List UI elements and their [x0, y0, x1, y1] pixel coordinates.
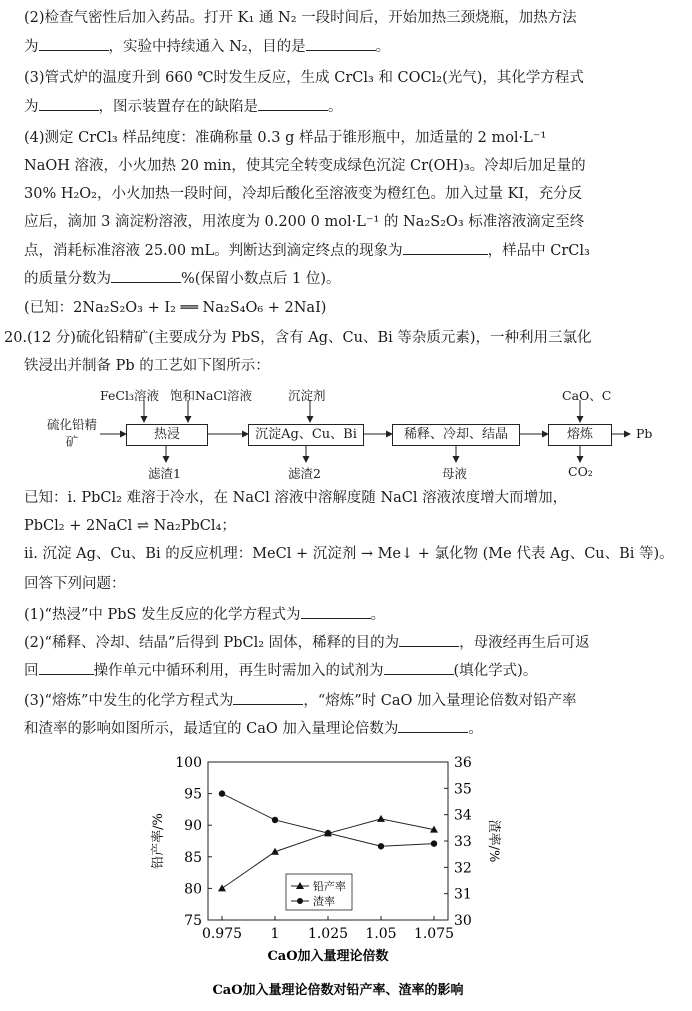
answer-blank[interactable] — [39, 96, 99, 111]
text-fragment: ，母液经再生后可返 — [459, 635, 590, 651]
x-tick-label: 1.05 — [365, 926, 397, 942]
right-axis-label: 渣率/% — [486, 819, 501, 863]
known-3: ii. 沉淀 Ag、Cu、Bi 的反应机理：MeCl + 沉淀剂 → Me↓ + 氯化物 (Me 代表 Ag、Cu、Bi 等)。 — [24, 546, 674, 562]
right-tick-label: 30 — [454, 913, 472, 929]
left-tick-label: 80 — [184, 881, 202, 898]
right-tick-label: 36 — [454, 755, 472, 771]
text-fragment: 为 — [24, 39, 39, 55]
x-tick-label: 1.075 — [413, 926, 455, 942]
text-fragment: 点，消耗标准溶液 25.00 mL。判断达到滴定终点的现象为 — [24, 243, 403, 259]
text-fragment: 。 — [328, 99, 343, 115]
series-line-slag-rate — [222, 794, 434, 847]
x-tick-label: 0.975 — [201, 926, 243, 942]
left-tick-label: 95 — [184, 786, 202, 803]
question-3-line-1: (3)管式炉的温度升到 660 ℃时发生反应，生成 CrCl₃ 和 COCl₂(光气)，其化学方程式 — [24, 70, 584, 86]
sub-question-2-line-2 — [24, 660, 672, 681]
answer-blank[interactable] — [306, 36, 376, 51]
reagent-cao-c: CaO、C — [562, 388, 612, 403]
process-flow-diagram — [40, 386, 670, 482]
question-4-line-6 — [24, 268, 672, 289]
answer-blank[interactable] — [258, 96, 328, 111]
slag-rate-point — [272, 817, 278, 823]
left-tick-label: 100 — [175, 755, 202, 771]
sub-question-1 — [24, 604, 672, 625]
question-4-line-1: (4)测定 CrCl₃ 样品纯度：准确称量 0.3 g 样品于锥形瓶中，加适量的 2 mol·L⁻¹ — [24, 130, 547, 146]
question-2-line-2 — [24, 36, 672, 57]
answer-blank[interactable] — [384, 660, 454, 675]
text-fragment: (2)“稀释、冷却、结晶”后得到 PbCl₂ 固体，稀释的目的为 — [24, 635, 400, 651]
question-4-line-4: 应后，滴加 3 滴淀粉溶液，用浓度为 0.200 0 mol·L⁻¹ 的 Na₂S₂O₃ 标准溶液滴定至终 — [24, 214, 585, 230]
text-fragment: 操作单元中循环利用，再生时需加入的试剂为 — [93, 663, 384, 679]
slag-rate-point — [431, 840, 437, 846]
answer-blank[interactable] — [39, 36, 109, 51]
answer-blank[interactable] — [39, 660, 94, 675]
text-fragment: 为 — [24, 99, 39, 115]
dual-axis-line-chart — [150, 752, 530, 1007]
right-tick-label: 34 — [454, 807, 472, 824]
chart-title: CaO加入量理论倍数对铅产率、渣率的影响 — [212, 983, 464, 998]
step-smelt: 熔炼 — [548, 424, 612, 446]
answer-intro: 回答下列问题： — [24, 576, 126, 592]
reagent-nacl: 饱和NaCl溶液 — [170, 388, 252, 403]
slag-rate-point — [378, 843, 384, 849]
legend-circle-marker — [297, 898, 303, 904]
question-4-line-3: 30% H₂O₂，小火加热一段时间，冷却后酸化至溶液变为橙红色。加入过量 KI，充分反 — [24, 186, 583, 202]
reagent-fecl3: FeCl₃溶液 — [100, 388, 159, 403]
sub-question-3-line-1 — [24, 690, 672, 711]
left-tick-label: 85 — [184, 849, 202, 866]
sub-question-3-line-2 — [24, 718, 672, 739]
ore-label: 硫化铅精矿 — [46, 417, 97, 449]
lead-yield-point — [377, 815, 385, 822]
question-20-line-1: 20.(12 分)硫化铅精矿(主要成分为 PbS，含有 Ag、Cu、Bi 等杂质元素)，一种利用三氯化 — [4, 330, 592, 346]
product-pb: Pb — [636, 426, 653, 441]
text-fragment: (1)“热浸”中 PbS 发生反应的化学方程式为 — [24, 607, 301, 623]
text-fragment: 。 — [375, 39, 391, 55]
legend-label: 渣率 — [313, 895, 335, 908]
answer-blank[interactable] — [233, 690, 303, 705]
question-3-line-2 — [24, 96, 672, 117]
x-tick-label: 1.025 — [307, 926, 349, 942]
text-fragment: 。 — [468, 721, 483, 737]
text-fragment: ，图示装置存在的缺陷是 — [98, 99, 258, 115]
right-tick-label: 32 — [454, 860, 472, 877]
answer-blank[interactable] — [398, 718, 468, 733]
question-4-line-2: NaOH 溶液，小火加热 20 min，使其完全转变成绿色沉淀 Cr(OH)₃。冷却后加足量的 — [24, 158, 586, 174]
answer-blank[interactable] — [403, 240, 488, 255]
text-fragment: (3)“熔炼”中发生的化学方程式为 — [24, 693, 234, 709]
answer-blank[interactable] — [111, 268, 181, 283]
reagent-precipitant: 沉淀剂 — [288, 388, 326, 403]
residue-1: 滤渣1 — [148, 466, 181, 481]
right-tick-label: 31 — [454, 886, 472, 903]
text-fragment: ，“熔炼”时 CaO 加入量理论倍数对铅产率 — [303, 693, 577, 709]
right-tick-label: 33 — [454, 834, 472, 850]
x-axis-label: CaO加入量理论倍数 — [267, 949, 389, 964]
text-fragment: 。 — [370, 607, 386, 623]
known-2: PbCl₂ + 2NaCl ⇌ Na₂PbCl₄； — [24, 518, 236, 534]
chart-container — [150, 752, 530, 1007]
legend-label: 铅产率 — [313, 880, 346, 893]
co2-output: CO₂ — [568, 464, 593, 479]
question-2-line-1: (2)检查气密性后加入药品。打开 K₁ 通 N₂ 一段时间后，开始加热三颈烧瓶，加热方法 — [24, 10, 577, 26]
right-tick-label: 35 — [454, 781, 472, 798]
text-fragment: 回 — [24, 663, 39, 679]
answer-blank[interactable] — [301, 604, 371, 619]
mother-liquor: 母液 — [442, 466, 468, 481]
known-equation: (已知：2Na₂S₂O₃ + I₂ ══ Na₂S₄O₆ + 2NaI) — [24, 300, 327, 316]
step-dilute-cool-crystallize: 稀释、冷却、结晶 — [392, 424, 520, 446]
known-1: 已知：i. PbCl₂ 难溶于冷水，在 NaCl 溶液中溶解度随 NaCl 溶液浓度增大而增加， — [24, 490, 568, 506]
text-fragment: ，实验中持续通入 N₂，目的是 — [108, 39, 306, 55]
lead-yield-point — [218, 884, 226, 891]
question-4-line-5 — [24, 240, 672, 261]
slag-rate-point — [325, 830, 331, 836]
text-fragment: %(保留小数点后 1 位)。 — [181, 271, 341, 287]
text-fragment: 和渣率的影响如图所示，最适宜的 CaO 加入量理论倍数为 — [24, 721, 399, 737]
left-axis-label: 铅产率/% — [151, 813, 166, 869]
answer-blank[interactable] — [399, 632, 459, 647]
text-fragment: (填化学式)。 — [453, 663, 538, 679]
text-fragment: 的质量分数为 — [24, 271, 111, 287]
residue-2: 滤渣2 — [288, 466, 321, 481]
step-hot-leach: 热浸 — [126, 424, 208, 446]
sub-question-2-line-1 — [24, 632, 672, 653]
question-20-line-2: 铁浸出并制备 Pb 的工艺如下图所示： — [24, 358, 270, 374]
x-tick-label: 1 — [270, 926, 280, 942]
left-tick-label: 90 — [184, 818, 202, 835]
text-fragment: ，样品中 CrCl₃ — [487, 243, 590, 259]
slag-rate-point — [219, 790, 225, 796]
step-precipitate: 沉淀Ag、Cu、Bi — [248, 424, 364, 446]
left-tick-label: 75 — [184, 913, 202, 929]
